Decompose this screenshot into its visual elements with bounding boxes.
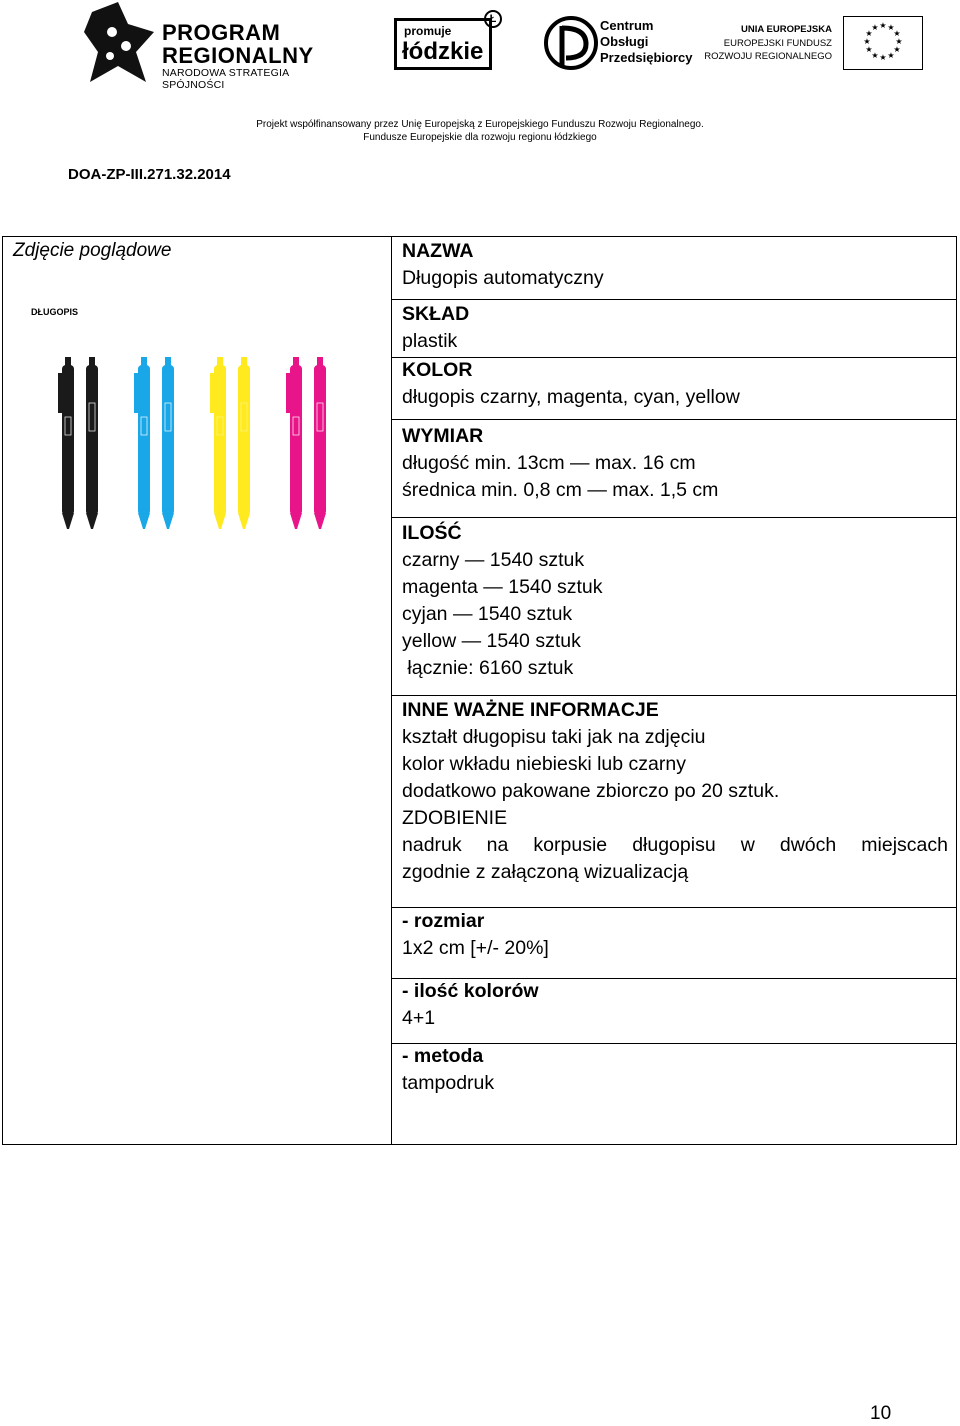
svg-text:★: ★ (893, 29, 901, 38)
svg-text:★: ★ (887, 51, 895, 60)
other-line: kształt długopisu taki jak na zdjęciu (402, 726, 706, 748)
spec-row-size (391, 907, 956, 979)
dimensions-heading: WYMIAR (402, 425, 484, 447)
program-regionalny-emblem-icon (84, 2, 160, 84)
lodzkie-logo-small: promuje (404, 24, 452, 38)
program-logo-line1: PROGRAM (162, 20, 281, 45)
size-heading: - rozmiar (402, 910, 485, 932)
photo-caption: Zdjęcie poglądowe (13, 240, 172, 261)
pen-cyan-side (162, 357, 174, 529)
pen-magenta-side (314, 357, 326, 529)
svg-text:★: ★ (865, 45, 873, 54)
cofinancing-line1: Projekt współfinansowany przez Unię Europejską z Europejskiego Funduszu Rozwoju Regionalnego. (256, 119, 704, 130)
quantity-total: łącznie: 6160 sztuk (402, 657, 574, 679)
program-regionalny-logo (84, 2, 354, 91)
decoration-line2: zgodnie z załączoną wizualizacją (402, 861, 689, 883)
pen-yellow-side (238, 357, 250, 529)
pen-black-front (58, 357, 74, 529)
dimensions-diameter: średnica min. 0,8 cm — max. 1,5 cm (402, 479, 719, 501)
quantity-line: magenta — 1540 sztuk (402, 576, 603, 598)
centrum-logo-line2: Obsługi (600, 34, 649, 49)
pen-photo-label: DŁUGOPIS (31, 307, 79, 317)
spec-row-composition (391, 299, 956, 358)
spec-column (391, 237, 956, 1144)
quantity-heading: ILOŚĆ (402, 522, 462, 544)
composition-heading: SKŁAD (402, 303, 470, 325)
centrum-obslugi-logo (544, 14, 694, 74)
eu-flag-icon (843, 16, 923, 70)
photo-column (3, 237, 392, 1144)
cofinancing-line2: Fundusze Europejskie dla rozwoju regionu łódzkiego (363, 132, 597, 143)
pen-illustration (58, 357, 358, 547)
size-value: 1x2 cm [+/- 20%] (402, 937, 549, 959)
svg-text:★: ★ (887, 23, 895, 32)
svg-text:★: ★ (865, 29, 873, 38)
centrum-logo-line3: Przedsiębiorcy (600, 50, 693, 65)
program-logo-line3: NARODOWA STRATEGIA SPÓJNOŚCI (162, 67, 289, 91)
spec-table (2, 236, 957, 1145)
color-count-value: 4+1 (402, 1007, 436, 1029)
pen-yellow-front (210, 357, 226, 529)
svg-text:★: ★ (879, 21, 887, 30)
svg-text:★: ★ (863, 37, 871, 46)
other-line: kolor wkładu niebieski lub czarny (402, 753, 686, 775)
method-value: tampodruk (402, 1072, 495, 1094)
unia-europejska-logo (704, 14, 924, 72)
page-number: 10 (870, 1403, 892, 1424)
quantity-line: czarny — 1540 sztuk (402, 549, 585, 571)
dimensions-length: długość min. 13cm — max. 16 cm (402, 452, 696, 474)
pen-cyan-front (134, 357, 150, 529)
promuje-lodzkie-logo (394, 10, 504, 72)
spec-row-color-count (391, 978, 956, 1044)
eu-logo-line2: EUROPEJSKI FUNDUSZ (723, 38, 832, 49)
spec-row-dimensions (391, 419, 956, 518)
spec-row-quantity (391, 517, 956, 696)
eu-logo-line3: ROZWOJU REGIONALNEGO (704, 51, 832, 62)
svg-text:★: ★ (879, 53, 887, 62)
svg-text:★: ★ (895, 37, 903, 46)
spec-row-other (391, 695, 956, 908)
spec-row-color (391, 357, 956, 420)
decoration-line1: nadruk na korpusie długopisu w dwóch miejscach (402, 834, 948, 856)
lodzkie-logo-main: łódzkie (402, 38, 484, 65)
document-number: DOA-ZP-III.271.32.2014 (68, 166, 231, 183)
color-value: długopis czarny, magenta, cyan, yellow (402, 386, 740, 408)
program-logo-line2: REGIONALNY (162, 43, 314, 68)
svg-text:★: ★ (893, 45, 901, 54)
color-count-heading: - ilość kolorów (402, 980, 539, 1002)
svg-text:★: ★ (871, 51, 879, 60)
other-heading: INNE WAŻNE INFORMACJE (402, 699, 659, 721)
quantity-line: cyjan — 1540 sztuk (402, 603, 573, 625)
composition-value: plastik (402, 330, 458, 352)
spec-row-method (391, 1043, 956, 1143)
pen-black-side (86, 357, 98, 529)
centrum-emblem-icon (544, 14, 598, 72)
name-value: Długopis automatyczny (402, 267, 604, 289)
decoration-heading: ZDOBIENIE (402, 807, 508, 829)
svg-text:★: ★ (871, 23, 879, 32)
color-heading: KOLOR (402, 359, 473, 381)
spec-row-name (391, 237, 956, 300)
other-line: dodatkowo pakowane zbiorczo po 20 sztuk. (402, 780, 780, 802)
pen-magenta-front (286, 357, 302, 529)
centrum-logo-line1: Centrum (600, 18, 654, 33)
eu-logo-line1: UNIA EUROPEJSKA (741, 24, 832, 35)
name-heading: NAZWA (402, 240, 474, 262)
method-heading: - metoda (402, 1045, 484, 1067)
lodzkie-mark-icon: Ł (484, 10, 502, 28)
quantity-line: yellow — 1540 sztuk (402, 630, 581, 652)
